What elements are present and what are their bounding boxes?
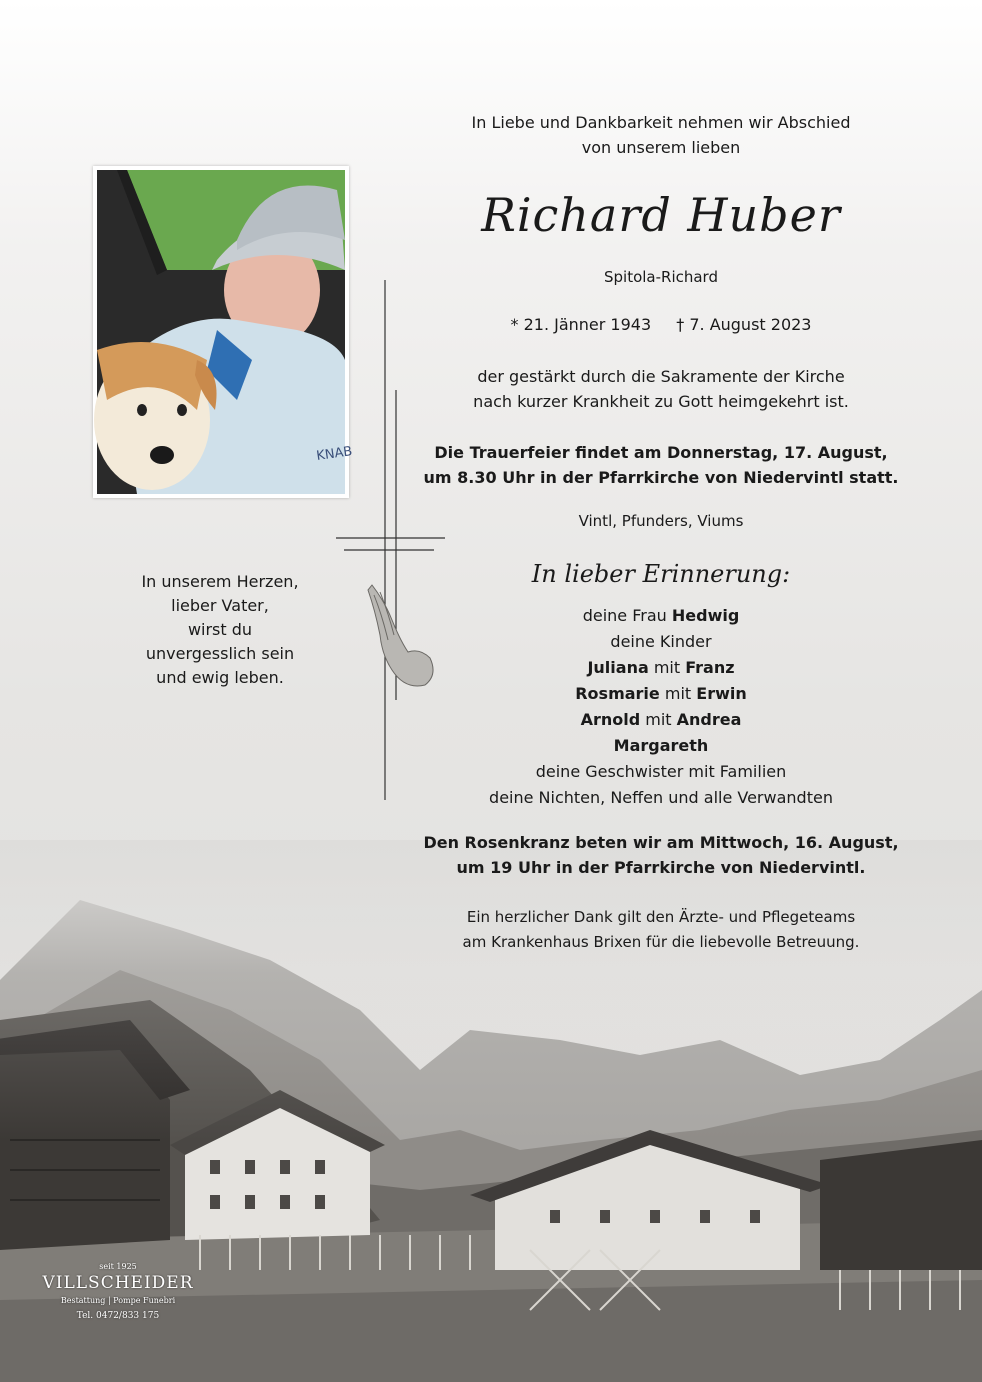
mourner-children-label: deine Kinder (610, 632, 712, 651)
rosary-line: Den Rosenkranz beten wir am Mittwoch, 16. August, (423, 833, 899, 852)
rosary-line: um 19 Uhr in der Pfarrkirche von Niedervintl. (456, 858, 866, 877)
thanks-line: Ein herzlicher Dank gilt den Ärzte- und Pflegeteams (466, 908, 856, 926)
quote-line: lieber Vater, (171, 596, 269, 615)
funeral-service-text (400, 440, 922, 490)
intro-text (400, 110, 922, 160)
mourners-list (400, 603, 922, 811)
logo-subtitle: Bestattung | Pompe Funebri (60, 1296, 176, 1305)
quote-line: und ewig leben. (156, 668, 284, 687)
portrait-photo (93, 166, 354, 498)
death-date: † 7. August 2023 (676, 315, 812, 334)
mourner-siblings: deine Geschwister mit Familien (535, 762, 787, 781)
intro-line: In Liebe und Dankbarkeit nehmen wir Abschied (471, 113, 851, 132)
deceased-nickname: Spitola-Richard (603, 268, 718, 286)
logo-since: seit 1925 (99, 1262, 137, 1271)
quote-line: unvergesslich sein (145, 644, 295, 663)
funeral-home-logo (38, 1262, 198, 1321)
logo-phone: Tel. 0472/833 175 (76, 1311, 160, 1321)
passing-text (400, 364, 922, 414)
service-line: um 8.30 Uhr in der Pfarrkirche von Niedervintl statt. (423, 468, 899, 487)
mourner-pair: Arnold mit Andrea (580, 710, 742, 729)
places-text: Vintl, Pfunders, Viums (578, 512, 744, 530)
quote-line: wirst du (187, 620, 253, 639)
thanks-line: am Krankenhaus Brixen für die liebevolle Betreuung. (462, 933, 860, 951)
jacket-label: KNAB (315, 444, 354, 464)
mourner-single: Margareth (613, 736, 709, 755)
life-dates (400, 315, 922, 334)
mourner-pair: Juliana mit Franz (587, 658, 735, 677)
portrait-image (97, 170, 354, 494)
deceased-name: Richard Huber (481, 188, 841, 242)
mourner-pair: Rosmarie mit Erwin (575, 684, 747, 703)
thanks-text (400, 905, 922, 955)
passing-line: nach kurzer Krankheit zu Gott heimgekehrt ist. (473, 392, 849, 411)
memory-title: In lieber Erinnerung: (531, 560, 791, 588)
logo-brand: VILLSCHEIDER (42, 1273, 194, 1293)
mourner-relatives: deine Nichten, Neffen und alle Verwandten (489, 788, 833, 807)
rosary-text (400, 830, 922, 880)
intro-line: von unserem lieben (581, 138, 741, 157)
birth-date: * 21. Jänner 1943 (510, 315, 652, 334)
mourner-wife: deine Frau Hedwig (582, 606, 740, 625)
memorial-quote (100, 570, 340, 690)
passing-line: der gestärkt durch die Sakramente der Kirche (477, 367, 845, 386)
service-line: Die Trauerfeier findet am Donnerstag, 17. August, (434, 443, 888, 462)
quote-line: In unserem Herzen, (141, 572, 299, 591)
